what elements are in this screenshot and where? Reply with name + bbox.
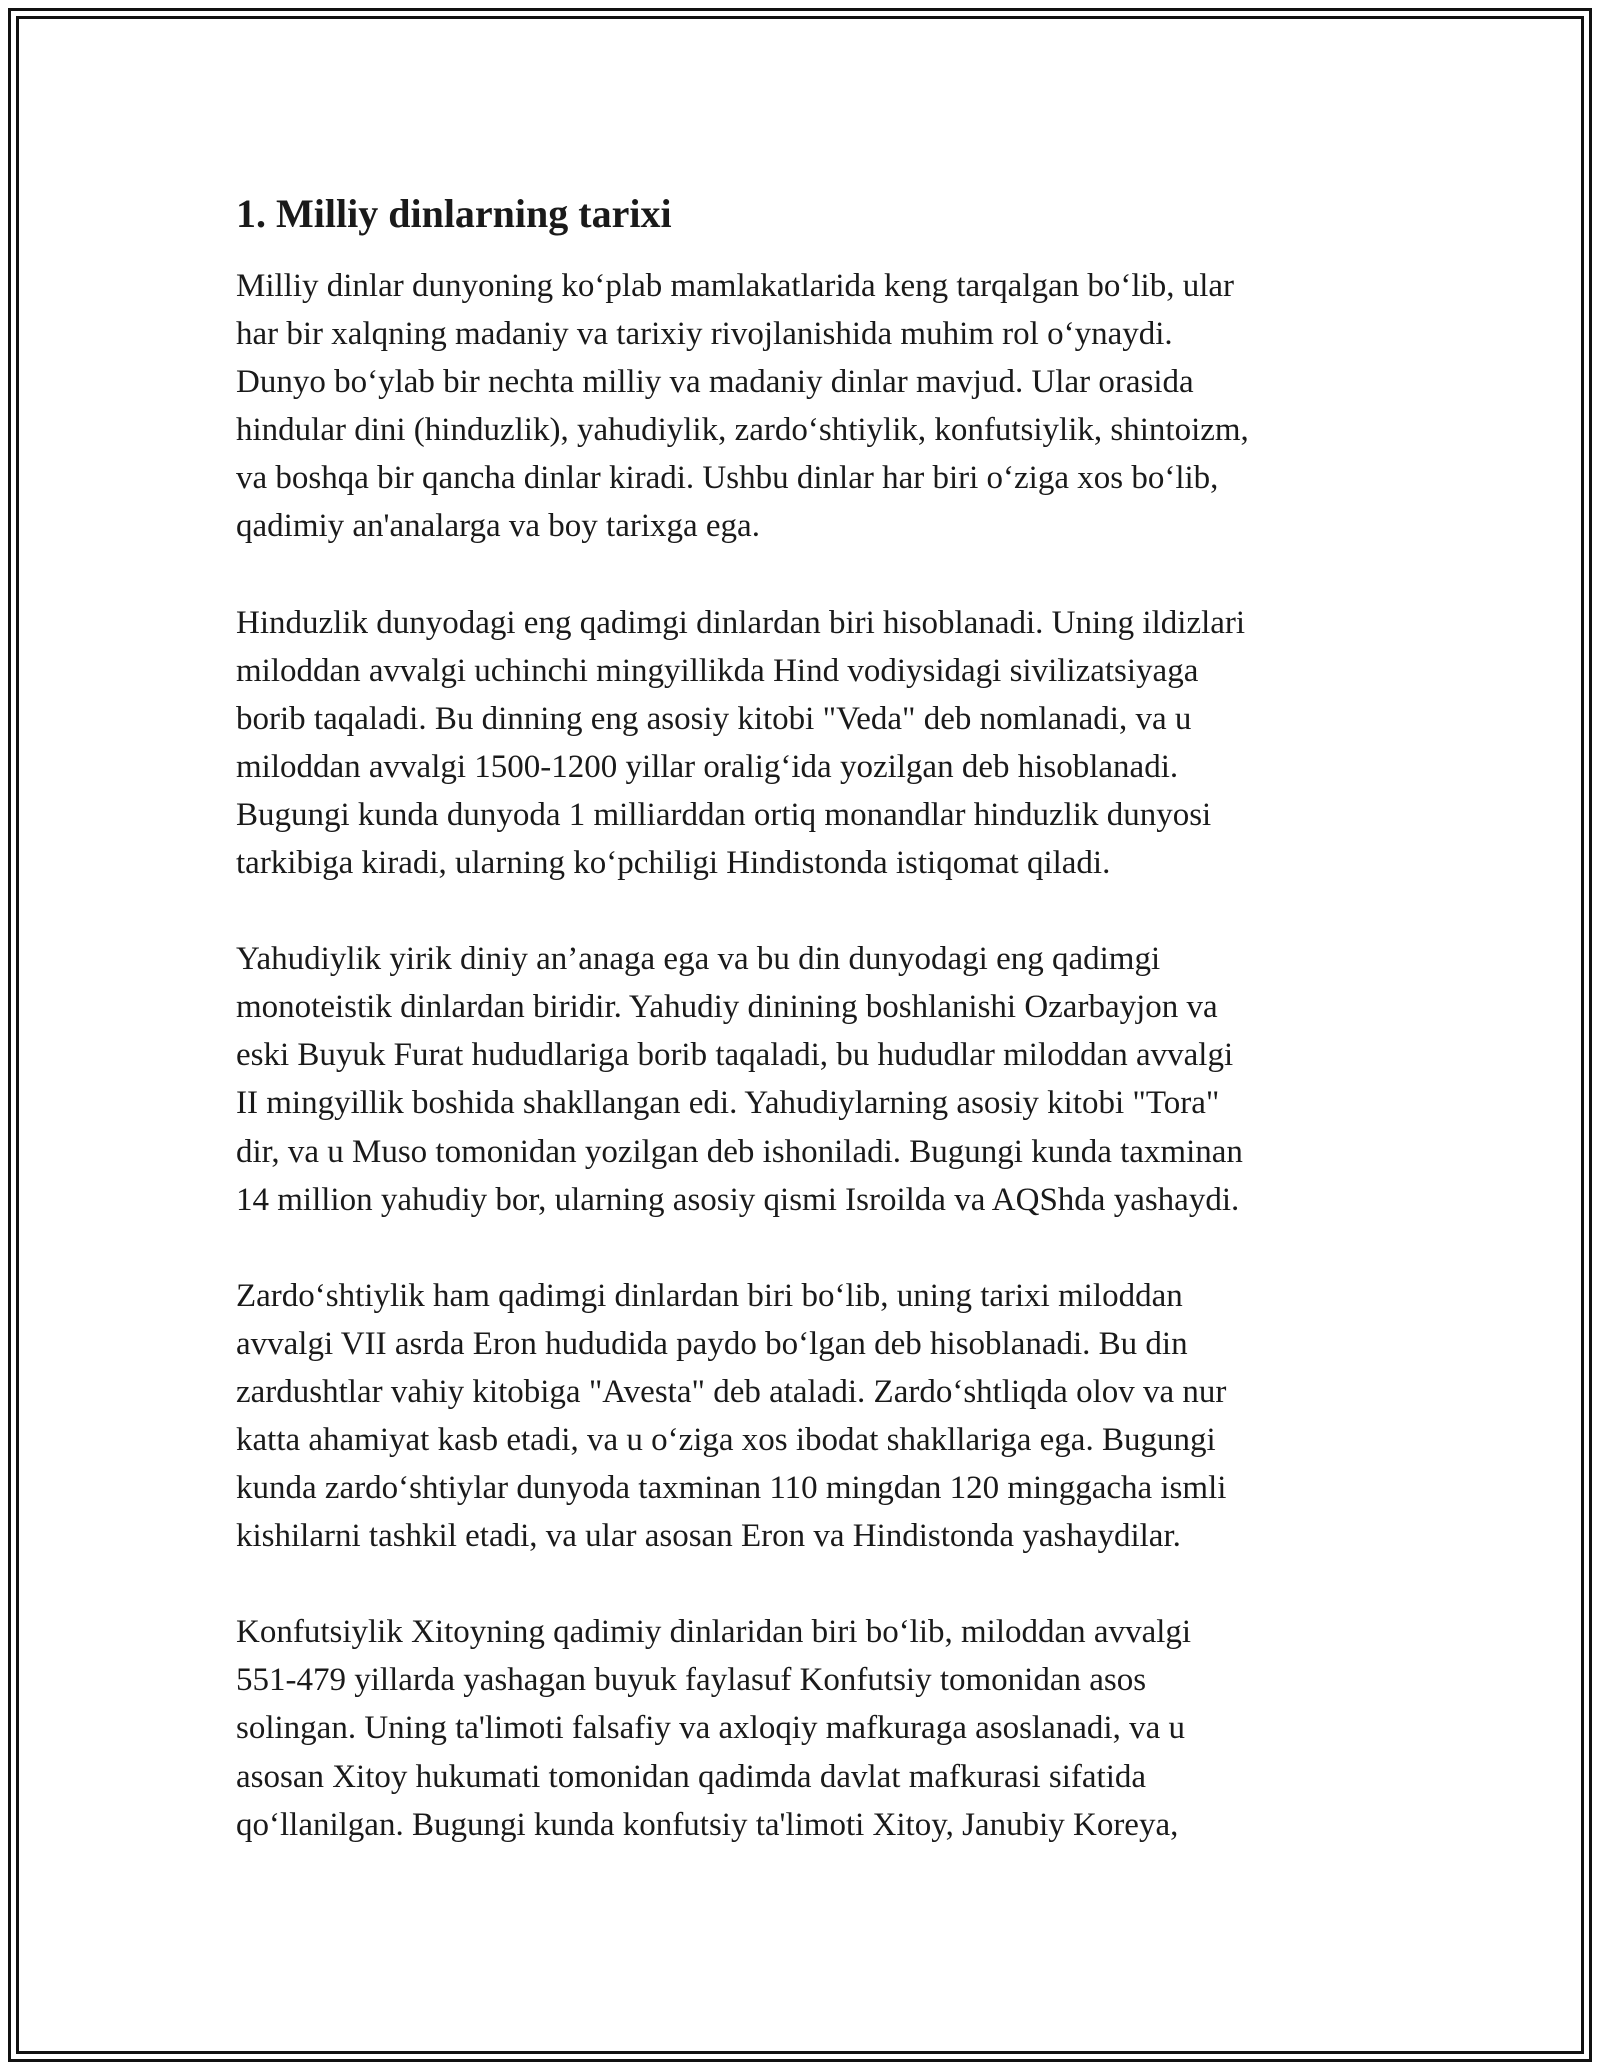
paragraph-line: avvalgi VII asrda Eron hududida paydo bo‘lgan deb hisoblanadi. Bu din xyxy=(236,1325,1188,1362)
paragraph-line: Dunyo bo‘ylab bir nechta milliy va madaniy dinlar mavjud. Ular orasida xyxy=(236,364,1194,401)
paragraph-line: Zardo‘shtiylik ham qadimgi dinlardan biri bo‘lib, uning tarixi miloddan xyxy=(236,1277,1183,1314)
paragraph-2 xyxy=(236,599,1386,888)
paragraph-line: katta ahamiyat kasb etadi, va u o‘ziga xos ibodat shakllariga ega. Bugungi xyxy=(236,1421,1216,1458)
paragraph-line: solingan. Uning ta'limoti falsafiy va axloqiy mafkuraga asoslanadi, va u xyxy=(236,1710,1185,1747)
paragraph-line: kishilarni tashkil etadi, va ular asosan Eron va Hindistonda yashaydilar. xyxy=(236,1518,1181,1555)
paragraph-list xyxy=(236,262,1386,1849)
paragraph-line: eski Buyuk Furat hududlariga borib taqaladi, bu hududlar miloddan avvalgi xyxy=(236,1037,1234,1074)
paragraph-line: kunda zardo‘shtiylar dunyoda taxminan 110 mingdan 120 minggacha ismli xyxy=(236,1470,1227,1507)
paragraph-line: Konfutsiylik Xitoyning qadimiy dinlaridan biri bo‘lib, miloddan avvalgi xyxy=(236,1614,1192,1651)
paragraph-line: monoteistik dinlardan biridir. Yahudiy dinining boshlanishi Ozarbayjon va xyxy=(236,989,1218,1026)
paragraph-line: Milliy dinlar dunyoning ko‘plab mamlakatlarida keng tarqalgan bo‘lib, ular xyxy=(236,268,1234,304)
paragraph-line: asosan Xitoy hukumati tomonidan qadimda davlat mafkurasi sifatida xyxy=(236,1758,1147,1795)
paragraph-line: hindular dini (hinduzlik), yahudiylik, zardo‘shtiylik, konfutsiylik, shintoizm, xyxy=(236,412,1249,449)
paragraph-line: va boshqa bir qancha dinlar kiradi. Ushbu dinlar har biri o‘ziga xos bo‘lib, xyxy=(236,460,1219,497)
paragraph-5 xyxy=(236,1608,1386,1848)
paragraph-line: 551-479 yillarda yashagan buyuk faylasuf Konfutsiy tomonidan asos xyxy=(236,1662,1147,1699)
paragraph-line: miloddan avvalgi uchinchi mingyillikda Hind vodiysidagi sivilizatsiyaga xyxy=(236,652,1199,689)
paragraph-line: qo‘llanilgan. Bugungi kunda konfutsiy ta'limoti Xitoy, Janubiy Koreya, xyxy=(236,1806,1179,1843)
document-body xyxy=(236,186,1386,1897)
paragraph-4 xyxy=(236,1272,1386,1561)
paragraph-line: Hinduzlik dunyodagi eng qadimgi dinlardan biri hisoblanadi. Uning ildizlari xyxy=(236,604,1246,641)
paragraph-line: miloddan avvalgi 1500-1200 yillar oralig‘ida yozilgan deb hisoblanadi. xyxy=(236,748,1179,785)
paragraph-3 xyxy=(236,935,1386,1224)
paragraph-line: Bugungi kunda dunyoda 1 milliarddan ortiq monandlar hinduzlik dunyosi xyxy=(236,796,1212,833)
paragraph-line: borib taqaladi. Bu dinning eng asosiy kitobi "Veda" deb nomlanadi, va u xyxy=(236,700,1192,737)
paragraph-line: Yahudiylik yirik diniy an’anaga ega va bu din dunyodagi eng qadimgi xyxy=(236,941,1161,978)
paragraph-line: 14 million yahudiy bor, ularning asosiy qismi Isroilda va AQShda yashaydi. xyxy=(236,1181,1240,1218)
paragraph-line: har bir xalqning madaniy va tarixiy rivojlanishida muhim rol o‘ynaydi. xyxy=(236,316,1173,353)
paragraph-line: qadimiy an'analarga va boy tarixga ega. xyxy=(236,508,760,545)
paragraph-line: tarkibiga kiradi, ularning ko‘pchiligi Hindistonda istiqomat qiladi. xyxy=(236,845,1111,882)
paragraph-line: II mingyillik boshida shakllangan edi. Yahudiylarning asosiy kitobi "Tora" xyxy=(236,1085,1220,1122)
paragraph-1 xyxy=(236,262,1386,551)
paragraph-line: zardushtlar vahiy kitobiga "Avesta" deb ataladi. Zardo‘shtliqda olov va nur xyxy=(236,1373,1227,1410)
paragraph-line: dir, va u Muso tomonidan yozilgan deb ishoniladi. Bugungi kunda taxminan xyxy=(236,1133,1243,1170)
section-heading: 1. Milliy dinlarning tarixi xyxy=(236,191,672,236)
